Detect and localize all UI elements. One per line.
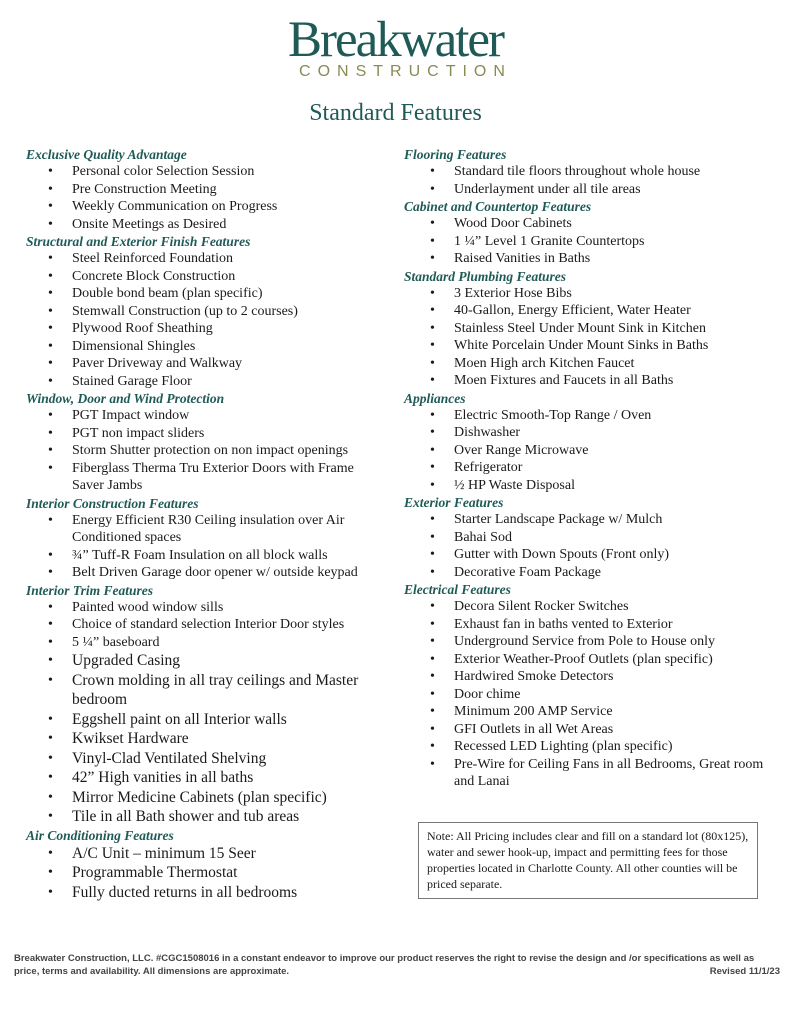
feature-item: • Concrete Block Construction bbox=[26, 268, 386, 286]
feature-item: • Onsite Meetings as Desired bbox=[26, 216, 386, 234]
company-logo bbox=[0, 12, 791, 80]
section-heading-flooring-features: Flooring Features bbox=[404, 147, 507, 162]
feature-item: • Wood Door Cabinets bbox=[404, 215, 776, 233]
feature-item: • ½ HP Waste Disposal bbox=[404, 477, 776, 495]
section-heading-exterior-features: Exterior Features bbox=[404, 495, 504, 510]
feature-item: • White Porcelain Under Mount Sinks in Baths bbox=[404, 337, 776, 355]
feature-list bbox=[26, 512, 386, 582]
feature-item: • Double bond beam (plan specific) bbox=[26, 285, 386, 303]
feature-item: • 1 ¼” Level 1 Granite Countertops bbox=[404, 233, 776, 251]
feature-item: • Storm Shutter protection on non impact openings bbox=[26, 442, 386, 460]
feature-item: • Decorative Foam Package bbox=[404, 564, 776, 582]
feature-list bbox=[26, 599, 386, 652]
section-heading-structural-and-exterior-finish-features: Structural and Exterior Finish Features bbox=[26, 234, 251, 249]
page-title: Standard Features bbox=[309, 100, 482, 126]
feature-item: • Pre-Wire for Ceiling Fans in all Bedrooms, Great room and Lanai bbox=[404, 756, 776, 791]
feature-item: • Decora Silent Rocker Switches bbox=[404, 598, 776, 616]
feature-item: • 5 ¼” baseboard bbox=[26, 634, 386, 652]
feature-list bbox=[26, 651, 386, 827]
feature-list bbox=[404, 598, 776, 791]
logo-subtitle: CONSTRUCTION bbox=[299, 63, 512, 80]
feature-item: • PGT non impact sliders bbox=[26, 425, 386, 443]
feature-item: • Stainless Steel Under Mount Sink in Kitchen bbox=[404, 320, 776, 338]
left-column bbox=[26, 146, 386, 902]
feature-item: • Tile in all Bath shower and tub areas bbox=[26, 807, 386, 827]
feature-list bbox=[26, 163, 386, 233]
feature-item: • ¾” Tuff-R Foam Insulation on all block walls bbox=[26, 547, 386, 565]
feature-item: • 42” High vanities in all baths bbox=[26, 768, 386, 788]
right-column bbox=[404, 146, 776, 791]
feature-item: • Weekly Communication on Progress bbox=[26, 198, 386, 216]
feature-item: • Gutter with Down Spouts (Front only) bbox=[404, 546, 776, 564]
feature-list bbox=[404, 285, 776, 390]
feature-item: • Paver Driveway and Walkway bbox=[26, 355, 386, 373]
feature-item: • Refrigerator bbox=[404, 459, 776, 477]
feature-item: • Exterior Weather-Proof Outlets (plan specific) bbox=[404, 651, 776, 669]
feature-item: • GFI Outlets in all Wet Areas bbox=[404, 721, 776, 739]
footer-disclaimer: Breakwater Construction, LLC. #CGC1508016 in a constant endeavor to improve our product reserves the right to revise the design and /or specifications as well as price, terms and availability. All dimensions are approximate. bbox=[14, 953, 755, 977]
feature-list bbox=[26, 407, 386, 495]
feature-item: • Vinyl-Clad Ventilated Shelving bbox=[26, 749, 386, 769]
feature-item: • Fiberglass Therma Tru Exterior Doors with Frame Saver Jambs bbox=[26, 460, 386, 495]
feature-item: • Bahai Sod bbox=[404, 529, 776, 547]
feature-item: • Moen Fixtures and Faucets in all Baths bbox=[404, 372, 776, 390]
feature-item: • Painted wood window sills bbox=[26, 599, 386, 617]
feature-item: • Energy Efficient R30 Ceiling insulation over Air Conditioned spaces bbox=[26, 512, 386, 547]
feature-item: • 3 Exterior Hose Bibs bbox=[404, 285, 776, 303]
feature-item: • Belt Driven Garage door opener w/ outside keypad bbox=[26, 564, 386, 582]
feature-list bbox=[404, 511, 776, 581]
feature-item: • Starter Landscape Package w/ Mulch bbox=[404, 511, 776, 529]
feature-item: • Raised Vanities in Baths bbox=[404, 250, 776, 268]
feature-list bbox=[404, 407, 776, 495]
section-heading-appliances: Appliances bbox=[404, 390, 466, 406]
section-heading-electrical-features: Electrical Features bbox=[404, 582, 511, 597]
feature-item: • Door chime bbox=[404, 686, 776, 704]
section-heading-window-door-and-wind-protection: Window, Door and Wind Protection bbox=[26, 391, 225, 406]
footer-revised: Revised 11/1/23 bbox=[709, 966, 780, 977]
feature-item: • Choice of standard selection Interior Door styles bbox=[26, 616, 386, 634]
feature-item: • Dimensional Shingles bbox=[26, 338, 386, 356]
feature-item: • Crown molding in all tray ceilings and Master bedroom bbox=[26, 671, 386, 710]
feature-item: • Hardwired Smoke Detectors bbox=[404, 668, 776, 686]
feature-item: • Kwikset Hardware bbox=[26, 729, 386, 749]
feature-item: • Stained Garage Floor bbox=[26, 373, 386, 391]
feature-item: • Exhaust fan in baths vented to Exterior bbox=[404, 616, 776, 634]
section-heading-standard-plumbing-features: Standard Plumbing Features bbox=[404, 268, 567, 284]
feature-item: • Over Range Microwave bbox=[404, 442, 776, 460]
feature-list bbox=[26, 844, 386, 903]
feature-item: • Underlayment under all tile areas bbox=[404, 181, 776, 199]
feature-item: • Upgraded Casing bbox=[26, 651, 386, 671]
pricing-note: Note: All Pricing includes clear and fill on a standard lot (80x125), water and sewer hook-up, impact and permitting fees for those properties located in Charlotte County. All other counties will be priced separate. bbox=[418, 822, 758, 899]
feature-item: • Underground Service from Pole to House only bbox=[404, 633, 776, 651]
feature-item: • Minimum 200 AMP Service bbox=[404, 703, 776, 721]
feature-item: • PGT Impact window bbox=[26, 407, 386, 425]
feature-item: • Electric Smooth-Top Range / Oven bbox=[404, 407, 776, 425]
feature-item: • Plywood Roof Sheathing bbox=[26, 320, 386, 338]
feature-item: • Programmable Thermostat bbox=[26, 863, 386, 883]
section-heading-exclusive-quality-advantage: Exclusive Quality Advantage bbox=[26, 147, 187, 162]
feature-item: • A/C Unit – minimum 15 Seer bbox=[26, 844, 386, 864]
section-heading-cabinet-and-countertop-features: Cabinet and Countertop Features bbox=[404, 199, 592, 214]
feature-list bbox=[404, 215, 776, 268]
feature-item: • Fully ducted returns in all bedrooms bbox=[26, 883, 386, 903]
feature-list bbox=[26, 250, 386, 390]
feature-item: • Standard tile floors throughout whole house bbox=[404, 163, 776, 181]
feature-item: • Steel Reinforced Foundation bbox=[26, 250, 386, 268]
feature-item: • 40-Gallon, Energy Efficient, Water Heater bbox=[404, 302, 776, 320]
feature-item: • Dishwasher bbox=[404, 424, 776, 442]
feature-item: • Mirror Medicine Cabinets (plan specific) bbox=[26, 788, 386, 808]
feature-item: • Pre Construction Meeting bbox=[26, 181, 386, 199]
section-heading-interior-construction-features: Interior Construction Features bbox=[26, 495, 199, 511]
section-heading-air-conditioning-features: Air Conditioning Features bbox=[26, 827, 174, 843]
feature-item: • Eggshell paint on all Interior walls bbox=[26, 710, 386, 730]
section-heading-interior-trim-features: Interior Trim Features bbox=[26, 582, 154, 598]
feature-item: • Personal color Selection Session bbox=[26, 163, 386, 181]
footer bbox=[14, 952, 780, 978]
feature-item: • Stemwall Construction (up to 2 courses) bbox=[26, 303, 386, 321]
feature-item: • Recessed LED Lighting (plan specific) bbox=[404, 738, 776, 756]
feature-item: • Moen High arch Kitchen Faucet bbox=[404, 355, 776, 373]
feature-list bbox=[404, 163, 776, 198]
logo-brand: Breakwater bbox=[287, 12, 504, 68]
